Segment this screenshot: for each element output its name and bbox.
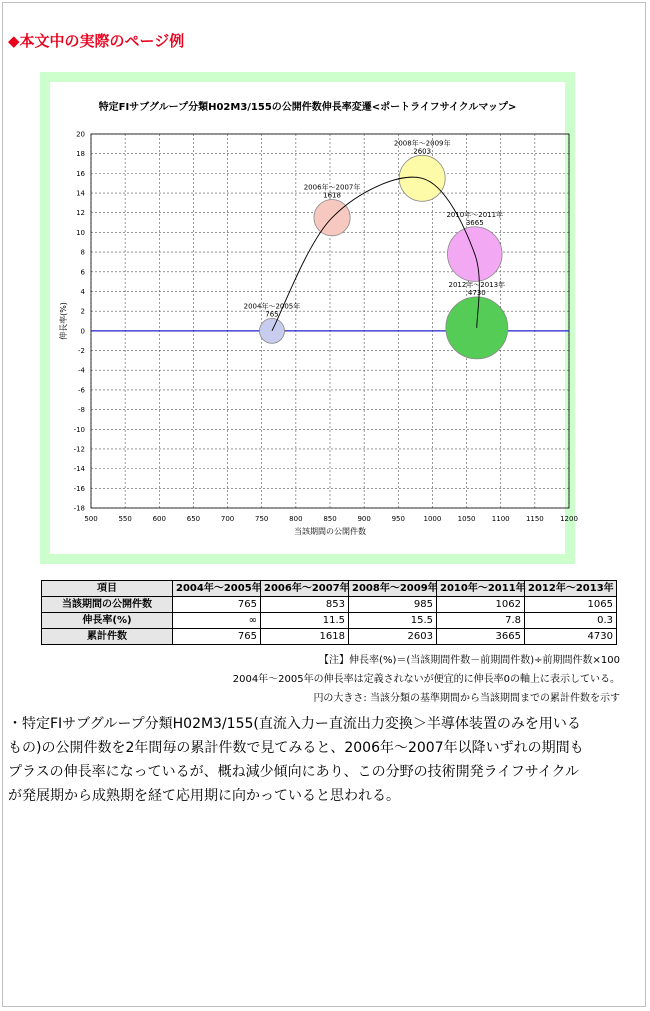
table-header-row [42, 581, 617, 597]
table-cell: 853 [261, 597, 349, 613]
table-cell: 985 [349, 597, 437, 613]
x-tick-label: 1200 [560, 515, 578, 523]
y-tick-label: 16 [76, 169, 85, 178]
x-tick-label: 850 [323, 515, 337, 523]
row-label: 伸長率(%) [42, 613, 173, 629]
table-header-cell: 項目 [42, 581, 173, 597]
x-tick-label: 1100 [491, 515, 510, 523]
chart-panel [40, 72, 578, 564]
x-tick-label: 800 [289, 515, 303, 523]
x-tick-label: 650 [186, 515, 201, 523]
bubble-period-label: 2006年～2007年 [303, 183, 361, 192]
note-circle-size: 円の大きさ: 当該分類の基準期間から当該期間までの累計件数を示す [313, 693, 620, 704]
x-tick-label: 1000 [423, 515, 442, 523]
chart-area [50, 82, 578, 554]
table-row [42, 629, 617, 645]
x-tick-label: 600 [152, 515, 166, 523]
y-axis-label: 伸長率(%) [59, 302, 68, 340]
chart-title: 特定FIサブグループ分類H02M3/155の公開件数伸長率変遷<ポートライフサイクルマップ> [98, 102, 517, 113]
bubble-period-label: 2008年～2009年 [393, 139, 451, 148]
x-tick-label: 950 [391, 515, 405, 523]
bubble-period-label: 2012年～2013年 [448, 280, 506, 289]
bubble-size-label: 1618 [323, 191, 341, 200]
y-tick-label: -2 [78, 347, 85, 356]
data-table [41, 580, 617, 645]
y-tick-label: 0 [80, 327, 85, 336]
table-cell: 1618 [261, 629, 349, 645]
y-tick-label: -8 [78, 406, 85, 415]
y-tick-label: 6 [80, 268, 85, 277]
table-cell: 7.8 [437, 613, 525, 629]
y-tick-label: -12 [73, 445, 85, 454]
y-tick-label: 18 [76, 150, 85, 159]
bubble-size-label: 3665 [465, 218, 484, 227]
table-cell: 11.5 [261, 613, 349, 629]
x-tick-label: 900 [357, 515, 371, 523]
y-tick-label: 8 [80, 248, 85, 257]
bubble-period-label: 2010年～2011年 [446, 210, 504, 219]
table-row [42, 597, 617, 613]
x-tick-label: 1050 [457, 515, 476, 523]
bubble-chart [50, 82, 578, 554]
note-formula: 【注】伸長率(%)＝(当該期間件数－前期間件数)÷前期間件数×100 [319, 655, 620, 666]
y-tick-label: -18 [73, 504, 85, 513]
bubble-size-label: 4730 [467, 288, 486, 297]
y-tick-label: -6 [78, 386, 85, 395]
bubble-period-label: 2004年～2005年 [243, 302, 301, 311]
table-header-cell: 2008年～2009年 [349, 581, 437, 597]
x-axis-label: 当該期間の公開件数 [294, 527, 366, 536]
table-cell: 2603 [349, 629, 437, 645]
table-cell: 765 [173, 597, 261, 613]
y-tick-label: -14 [73, 465, 85, 474]
y-tick-label: -4 [78, 366, 85, 375]
note-first-period: 2004年～2005年の伸長率は定義されないが便宜的に伸長率0の軸上に表示している。 [232, 674, 620, 685]
table-header-cell: 2006年～2007年 [261, 581, 349, 597]
row-label: 累計件数 [42, 629, 173, 645]
table-cell: 4730 [525, 629, 617, 645]
table-cell: 1065 [525, 597, 617, 613]
table-header-cell: 2004年～2005年 [173, 581, 261, 597]
y-tick-label: 12 [76, 209, 85, 218]
y-tick-label: 20 [76, 130, 85, 139]
page-heading: ◆本文中の実際のページ例 [8, 32, 185, 50]
x-tick-label: 1150 [525, 515, 544, 523]
body-paragraph: ・特定FIサブグループ分類H02M3/155(直流入力ー直流出力変換＞半導体装置のみを用いるもの)の公開件数を2年間毎の累計件数で見てみると、2006年～2007年以降いずれの期間もプラスの伸長率になっているが、概ね減少傾向にあり、この分野の技術開発ライフサイクルが発展期から成熟期を経て応用期に向かっていると思われる。 [8, 716, 584, 804]
bubble-size-label: 765 [265, 310, 279, 319]
x-tick-label: 750 [255, 515, 269, 523]
x-tick-label: 550 [118, 515, 132, 523]
y-tick-label: 4 [80, 287, 85, 296]
x-tick-label: 500 [84, 515, 98, 523]
table-cell: 1062 [437, 597, 525, 613]
table-header-cell: 2012年～2013年 [525, 581, 617, 597]
table-cell: 3665 [437, 629, 525, 645]
y-tick-label: 2 [80, 307, 85, 316]
table-row [42, 613, 617, 629]
bubble-size-label: 2603 [413, 147, 432, 156]
table-cell: 765 [173, 629, 261, 645]
y-tick-label: 14 [76, 189, 85, 198]
table-cell: 0.3 [525, 613, 617, 629]
x-tick-label: 700 [220, 515, 235, 523]
row-label: 当該期間の公開件数 [42, 597, 173, 613]
table-cell: 15.5 [349, 613, 437, 629]
table-cell: ∞ [173, 613, 261, 629]
y-tick-label: -16 [73, 484, 85, 493]
y-tick-label: -10 [73, 425, 85, 434]
y-tick-label: 10 [76, 228, 85, 237]
table-header-cell: 2010年～2011年 [437, 581, 525, 597]
